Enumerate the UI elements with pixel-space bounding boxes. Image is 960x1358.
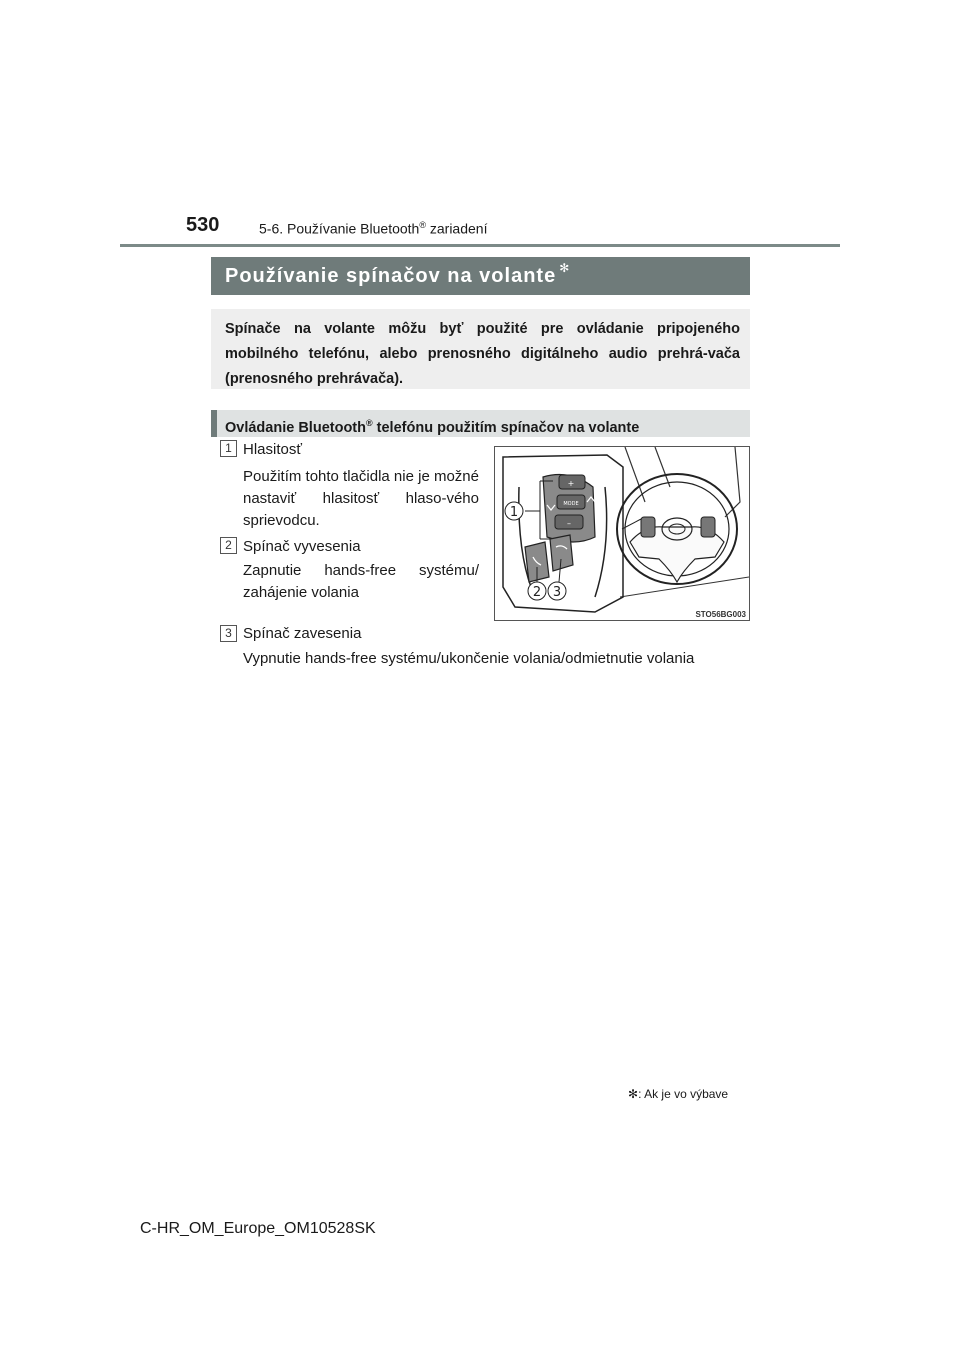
item-title-volume: Hlasitosť xyxy=(243,441,302,458)
footnote-text: : Ak je vo výbave xyxy=(638,1087,729,1101)
item-description-off-hook: Zapnutie hands-free systému/ zahájenie volania xyxy=(243,562,479,601)
section-header-suffix: zariadení xyxy=(425,220,488,237)
steering-wheel-illustration xyxy=(495,447,749,620)
item-number-2: 2 xyxy=(220,537,237,554)
document-id: C-HR_OM_Europe_OM10528SK xyxy=(140,1220,376,1237)
steering-wheel-figure xyxy=(494,446,750,621)
vol-up-label: + xyxy=(567,479,575,488)
subsection-prefix: Ovládanie Bluetooth xyxy=(225,419,366,436)
item-number-1: 1 xyxy=(220,440,237,457)
callout-2: 2 xyxy=(532,585,542,600)
registered-mark: ® xyxy=(419,220,426,230)
vol-down-label: – xyxy=(567,519,571,528)
callout-3: 3 xyxy=(552,585,562,600)
subsection-heading xyxy=(211,410,750,437)
option-marker-icon: ✻ xyxy=(628,1087,639,1101)
figure-code: STO56BG003 xyxy=(695,610,746,619)
page-title: Používanie spínačov na volante xyxy=(225,264,557,287)
subsection-suffix: telefónu použitím spínačov na volante xyxy=(372,419,640,436)
item-title-on-hook: Spínač zavesenia xyxy=(243,625,362,642)
header-divider xyxy=(120,244,840,247)
section-header xyxy=(259,220,487,237)
title-bar xyxy=(211,257,750,295)
mode-label: MODE xyxy=(563,501,579,507)
intro-text: Spínače na volante môžu byť použité pre ovládanie pripojeného mobilného telefónu, alebo prenosného digitálneho audio prehrá-vača (prenosného prehrávača). xyxy=(211,309,750,389)
section-header-prefix: 5-6. Používanie Bluetooth xyxy=(259,220,420,237)
option-marker-icon: ✻ xyxy=(559,261,571,275)
callout-1: 1 xyxy=(509,505,519,520)
item-description-volume: Použitím tohto tlačidla nie je možné nastaviť hlasitosť hlaso-vého sprievodcu. xyxy=(243,468,479,529)
page-number: 530 xyxy=(186,214,220,236)
footnote xyxy=(628,1087,728,1101)
registered-mark: ® xyxy=(366,418,373,428)
item-title-off-hook: Spínač vyvesenia xyxy=(243,538,361,555)
item-number-3: 3 xyxy=(220,625,237,642)
item-description-on-hook: Vypnutie hands-free systému/ukončenie volania/odmietnutie volania xyxy=(243,650,695,667)
